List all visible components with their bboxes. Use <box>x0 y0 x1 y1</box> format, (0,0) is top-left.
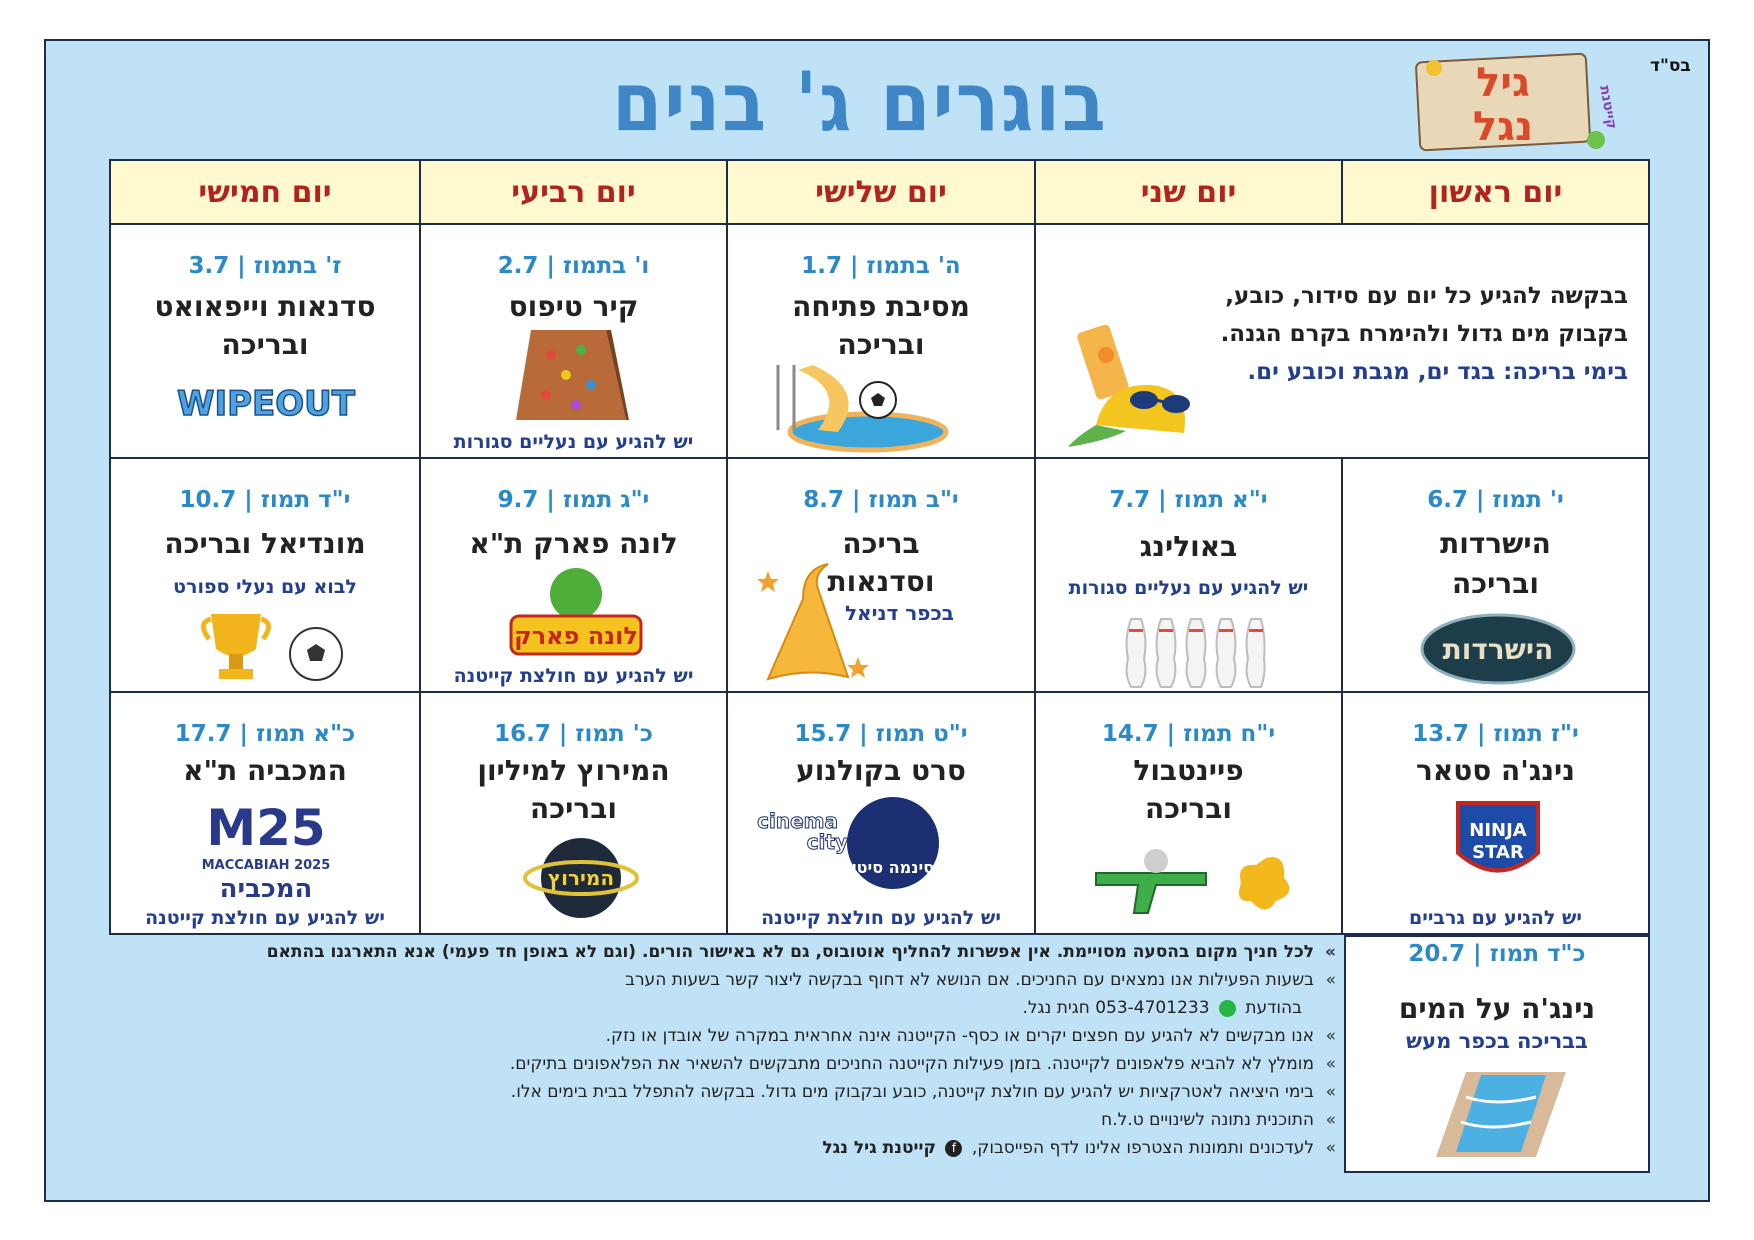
date-label: ה' בתמוז | 1.7 <box>801 253 961 279</box>
schedule-grid <box>109 159 1650 935</box>
activity-line: המכביה ת"א <box>183 754 347 787</box>
activity-line: מונדיאל ובריכה <box>164 527 366 560</box>
intro-line-1: בבקשה להגיע כל יום עם סידור, כובע, <box>1225 283 1628 309</box>
day-cell-10-7 <box>109 457 421 693</box>
activity-line: קיר טיפוס <box>508 290 639 323</box>
facebook-icon: f <box>945 1140 962 1157</box>
day-cell-9-7 <box>419 457 728 693</box>
rule-item: » אנו מבקשים לא להגיע עם חפצים יקרים או כסף- הקייטנה אינה אחראית במקרה של אובדן או נזק. <box>98 1022 1336 1050</box>
note-text: יש להגיע עם חולצת קייטנה <box>761 907 1001 929</box>
day-cell-8-7 <box>726 457 1036 693</box>
location-text: בבריכה בכפר מעש <box>1406 1029 1588 1053</box>
day-cell-16-7 <box>419 691 728 935</box>
rule-item: » התוכנית נתונה לשינויים ט.ל.ח <box>98 1106 1336 1134</box>
day-cell-1-7 <box>726 223 1036 459</box>
logo-camp-text: קייטנת <box>1596 84 1620 131</box>
date-label: כ' תמוז | 16.7 <box>494 721 653 747</box>
activity-line: ובריכה <box>837 328 925 361</box>
day-cell-3-7 <box>109 223 421 459</box>
paintball-gun-icon <box>1086 843 1306 923</box>
maccabiah-logo <box>181 793 351 903</box>
rule-text: חגית נגל. <box>1022 998 1090 1018</box>
ninja-star-logo <box>1448 798 1548 888</box>
date-label: י"ט תמוז | 15.7 <box>794 721 968 747</box>
activity-line: פיינטבול <box>1133 754 1244 787</box>
rule-item: » בימי היציאה לאטרקציות יש להגיע עם חולצת קייטנה, כובע ובקבוק מים גדול. בבקשה להתפלל בבית בימים אלו. <box>98 1078 1336 1106</box>
activity-line: ובריכה <box>1452 567 1539 600</box>
camp-logo <box>1408 48 1628 158</box>
location-text: בכפר דניאל <box>844 601 954 625</box>
day-cell-15-7 <box>726 691 1036 935</box>
rule-item: » מומלץ לא להביא פלאפונים לקייטנה. בזמן פעילות הקייטנה החניכים מתבקשים להשאיר את הפלאפונים בתיקים. <box>98 1050 1336 1078</box>
date-label: י' תמוז | 6.7 <box>1427 487 1564 513</box>
note-text: יש להגיע עם חולצת קייטנה <box>145 907 385 929</box>
svg-text:לונה פארק: לונה פארק <box>514 622 638 650</box>
wipeout-logo <box>171 377 361 427</box>
rule-item-facebook <box>98 1134 1336 1162</box>
intro-line-2: בקבוק מים גדול ולהימרח בקרם הגנה. <box>1220 321 1628 347</box>
day-header-thursday: יום חמישי <box>109 159 421 225</box>
survivor-logo <box>1418 609 1578 689</box>
activity-line: ובריכה <box>530 792 617 825</box>
rule-item: » לכל חניך מקום בהסעה מסויימת. אין אפשרות להחליף אוטובוס, גם לא באישור הורים. (וגם לא באופן חד פעמי) אנא התארגנו בהתאם <box>98 938 1336 966</box>
trophy-and-ball-icon <box>201 609 351 689</box>
svg-text:הישרדות: הישרדות <box>1442 633 1554 666</box>
page-title: בוגרים ג' בנים <box>612 53 1108 151</box>
date-label: י"ז תמוז | 13.7 <box>1412 721 1579 747</box>
day-cell-2-7 <box>419 223 728 459</box>
day-cell-14-7 <box>1034 691 1343 935</box>
logo-text-2: נגל <box>1472 104 1534 150</box>
activity-line: ובריכה <box>221 328 309 361</box>
date-label: ו' בתמוז | 2.7 <box>497 253 650 279</box>
rule-item: » בשעות הפעילות אנו נמצאים עם החניכים. אם הנושא לא דחוף בבקשה ליצור קשר בשעות הערב <box>98 966 1336 994</box>
date-label: י"ח תמוז | 14.7 <box>1101 721 1276 747</box>
rule-text: לעדכונים ותמונות הצטרפו אלינו לדף הפייסבוק, <box>971 1138 1314 1158</box>
svg-text:WIPEOUT: WIPEOUT <box>176 384 356 424</box>
bowling-pins-icon <box>1116 609 1266 689</box>
date-label: כ"א תמוז | 17.7 <box>174 721 356 747</box>
svg-text:סינמה סיטי: סינמה סיטי <box>851 858 935 877</box>
day-cell-13-7 <box>1341 691 1650 935</box>
note-text: יש להגיע עם גרביים <box>1409 907 1582 929</box>
logo-text-1: גיל <box>1476 60 1530 106</box>
sunglasses-icon <box>1126 380 1196 420</box>
rule-text: בהודעת <box>1245 998 1302 1018</box>
water-slide-icon <box>1426 1067 1576 1162</box>
rules-list <box>98 938 1336 1162</box>
activity-line: ובריכה <box>1145 792 1232 825</box>
intro-line-3: בימי בריכה: בגד ים, מגבת וכובע ים. <box>1247 359 1628 385</box>
amazing-race-logo <box>521 833 641 923</box>
extra-day-cell <box>1344 935 1650 1173</box>
svg-text:המכביה: המכביה <box>219 874 313 904</box>
activity-line: נינג'ה סטאר <box>1416 754 1575 787</box>
activity-line: באולינג <box>1139 530 1238 563</box>
svg-text:cinema: cinema <box>757 809 838 833</box>
activity-line: לונה פארק ת"א <box>469 527 678 560</box>
activity-line: וסדנאות <box>827 565 935 598</box>
date-label: כ"ד תמוז | 20.7 <box>1408 941 1586 967</box>
svg-text:המירוץ: המירוץ <box>547 866 615 890</box>
day-header-monday: יום שני <box>1034 159 1343 225</box>
facebook-page-link[interactable]: קייטנת גיל נגל <box>822 1138 937 1158</box>
day-header-sunday: יום ראשון <box>1341 159 1650 225</box>
svg-text:city: city <box>806 830 848 854</box>
climbing-wall-icon <box>511 325 631 425</box>
activity-line: בריכה <box>842 527 920 560</box>
whatsapp-icon <box>1219 1000 1236 1017</box>
day-cell-6-7 <box>1341 457 1650 693</box>
phone-number[interactable]: 053-4701233 <box>1095 998 1210 1018</box>
activity-line: המירוץ למיליון <box>477 754 670 787</box>
note-text: יש להגיע עם חולצת קייטנה <box>453 665 694 687</box>
svg-text:STAR: STAR <box>1472 842 1524 863</box>
note-text: לבוא עם נעלי ספורט <box>173 576 357 598</box>
date-label: י"א תמוז | 7.7 <box>1109 487 1268 513</box>
note-text: יש להגיע עם נעליים סגורות <box>1068 577 1309 599</box>
intro-cell <box>1034 223 1650 459</box>
activity-line: סדנאות וייפאואט <box>154 290 376 323</box>
date-label: ז' בתמוז | 3.7 <box>188 253 342 279</box>
date-label: י"ב תמוז | 8.7 <box>803 487 959 513</box>
activity-line: נינג'ה על המים <box>1398 992 1596 1025</box>
day-cell-7-7 <box>1034 457 1343 693</box>
activity-line: סרט בקולנוע <box>796 754 966 787</box>
bsd-mark: בס"ד <box>1650 56 1691 76</box>
note-text: יש להגיע עם נעליים סגורות <box>453 431 694 453</box>
activity-line: מסיבת פתיחה <box>792 290 970 323</box>
rule-item-contact <box>98 994 1336 1022</box>
day-header-tuesday: יום שלישי <box>726 159 1036 225</box>
day-header-wednesday: יום רביעי <box>419 159 728 225</box>
pool-slide-icon <box>758 360 948 455</box>
svg-text:M25: M25 <box>206 799 326 857</box>
svg-text:NINJA: NINJA <box>1469 820 1527 841</box>
luna-park-logo <box>501 564 651 664</box>
date-label: י"ג תמוז | 9.7 <box>497 487 650 513</box>
cinema-city-logo <box>757 793 968 893</box>
date-label: י"ד תמוז | 10.7 <box>179 487 351 513</box>
day-cell-17-7 <box>109 691 421 935</box>
activity-line: הישרדות <box>1440 527 1551 560</box>
svg-text:MACCABIAH 2025: MACCABIAH 2025 <box>201 858 331 873</box>
wizard-hat-icon <box>748 559 878 689</box>
